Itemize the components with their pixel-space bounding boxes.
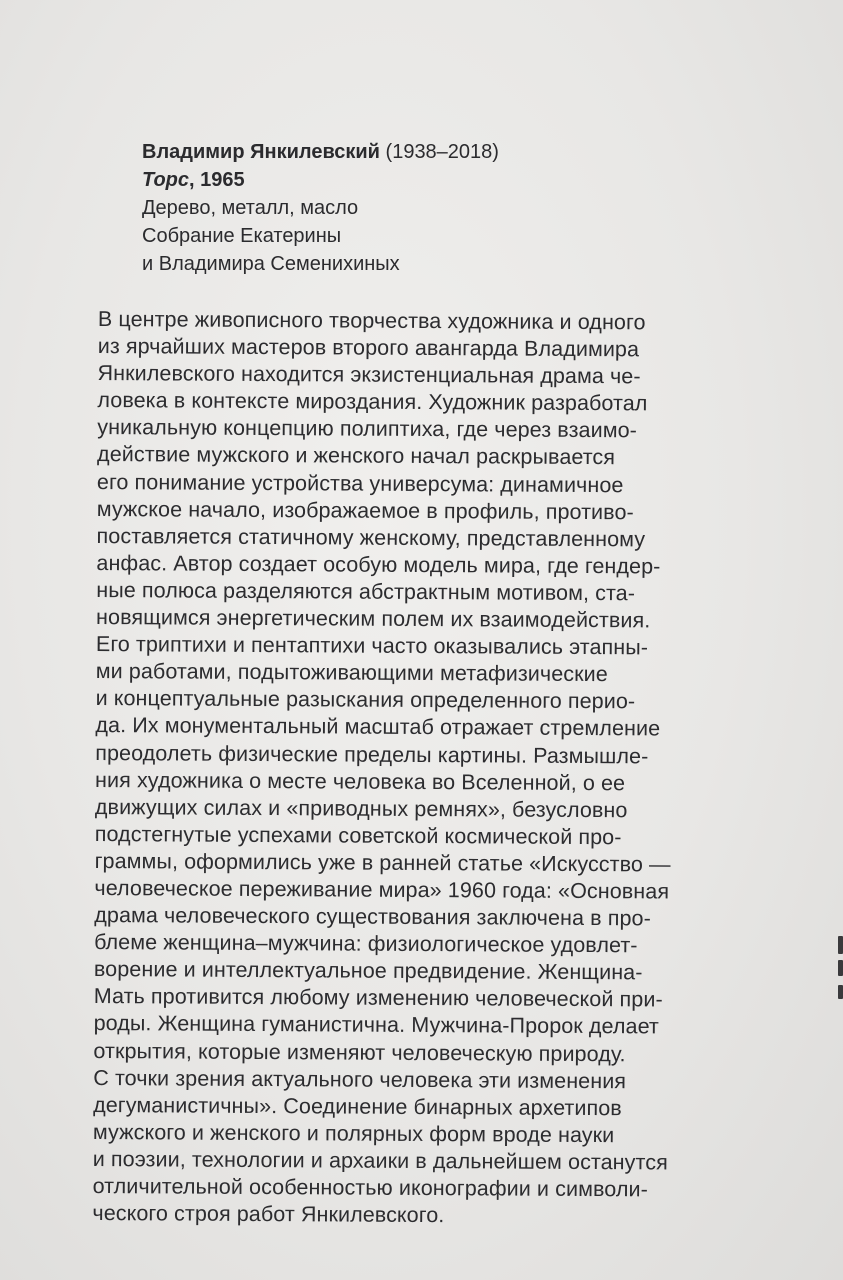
work-material: Дерево, металл, масло	[142, 197, 359, 219]
description-line: из ярчайших мастеров второго авангарда Владимира	[97, 334, 640, 362]
description-line: мужского и женского и полярных форм вроде науки	[92, 1119, 615, 1147]
artwork-label	[142, 138, 702, 278]
description-line: и концептуальные разыскания определенного перио-	[95, 686, 636, 714]
description-line: В центре живописного творчества художника и одного	[97, 306, 646, 335]
adjacent-label-edge	[838, 985, 843, 999]
description-line: ловека в контексте мироздания. Художник разработал	[97, 388, 648, 416]
description-line: да. Их монументальный масштаб отражает стремление	[95, 713, 661, 741]
description-line: его понимание устройства универсума: динамичное	[96, 469, 624, 497]
description-line: движущих силах и «приводных ремнях», безусловно	[94, 794, 628, 822]
adjacent-label-edge	[838, 936, 843, 954]
description-line: Его триптихи и пентаптихи часто оказывались этапны-	[95, 632, 649, 660]
description-line: граммы, оформились уже в ранней статье «Искусство —	[94, 848, 671, 877]
description-line: Мать противится любому изменению человеческой при-	[93, 984, 663, 1012]
description-line: подстегнутые успехами советской космической про-	[94, 821, 622, 849]
title-line	[142, 166, 702, 194]
adjacent-label-edge	[838, 960, 843, 976]
description-line: поставляется статичному женскому, представленному	[96, 523, 646, 552]
description-line: человеческое переживание мира» 1960 года: «Основная	[94, 875, 670, 904]
description-line: роды. Женщина гуманистична. Мужчина-Пророк делает	[93, 1011, 659, 1039]
description-line: и поэзии, технологии и архаики в дальнейшем останутся	[92, 1146, 668, 1175]
artist-years: (1938–2018)	[385, 141, 499, 163]
description-line: ворение и интеллектуальное предвидение. Женщина-	[93, 957, 643, 985]
description-line: ния художника о месте человека во Вселенной, о ее	[95, 767, 626, 795]
description-line: ческого строя работ Янкилевского.	[92, 1201, 445, 1228]
description-line: ные полюса разделяются абстрактным мотивом, ста-	[96, 577, 636, 606]
description-line: открытия, которые изменяют человеческую природу.	[93, 1038, 626, 1066]
description-line: Янкилевского находится экзистенциальная драма че-	[97, 361, 641, 389]
description-line: С точки зрения актуального человека эти изменения	[93, 1065, 627, 1093]
artist-name: Владимир Янкилевский	[142, 141, 380, 163]
description-text	[92, 306, 788, 1231]
description-line: преодолеть физические пределы картины. Размышле-	[95, 740, 649, 768]
description-line: драма человеческого существования заключена в про-	[94, 903, 651, 931]
artist-line	[142, 138, 702, 166]
description-line: новящимся энергетическим полем их взаимодействия.	[96, 605, 651, 633]
description-line: мужское начало, изображаемое в профиль, противо-	[96, 496, 634, 524]
description-line: дегуманистичны». Соединение бинарных архетипов	[93, 1092, 622, 1120]
description-line: блеме женщина–мужчина: физиологическое удовлет-	[94, 930, 638, 958]
description-line: отличительной особенностью иконографии и символи-	[92, 1173, 648, 1202]
work-title: Торс	[142, 169, 190, 191]
description-line: анфас. Автор создает особую модель мира, где гендер-	[96, 550, 661, 579]
collection-line-2: и Владимира Семенихиных	[142, 253, 400, 275]
collection-line-1: Собрание Екатерины	[142, 225, 342, 247]
description-line: уникальную концепцию полиптиха, где через взаимо-	[97, 415, 638, 443]
description-line: действие мужского и женского начал раскрывается	[97, 442, 616, 470]
work-year: , 1965	[189, 169, 245, 191]
description-line: ми работами, подытоживающими метафизические	[95, 659, 608, 687]
